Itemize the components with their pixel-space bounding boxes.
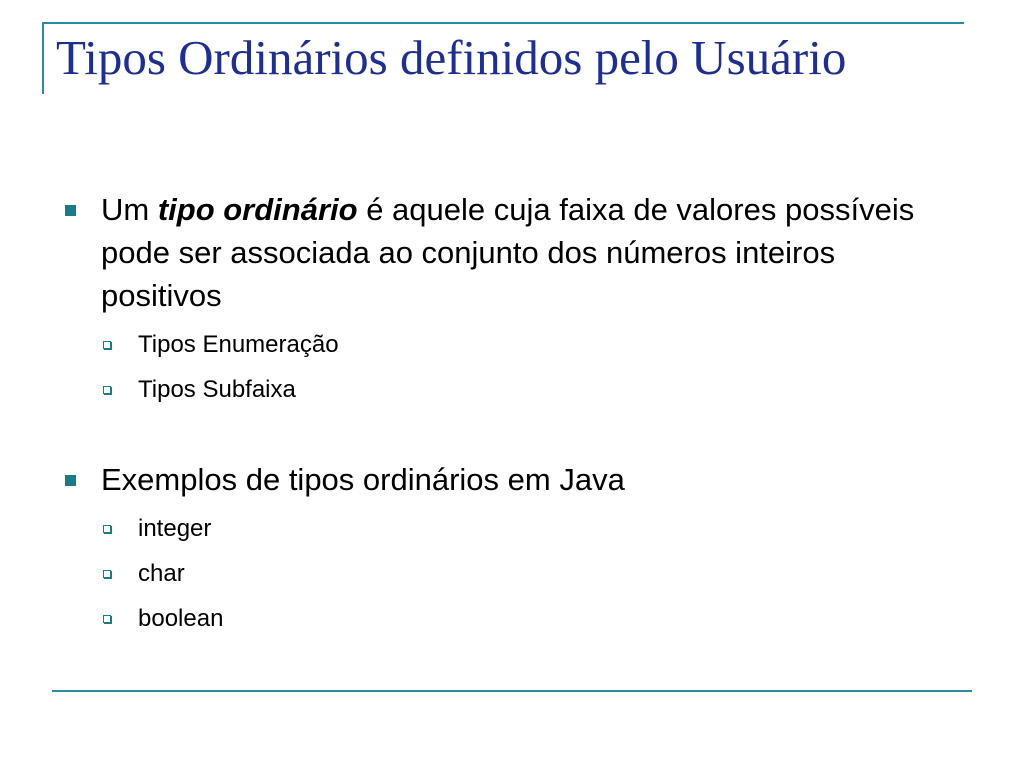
title-frame-left-line — [42, 22, 44, 94]
subitem-char — [60, 551, 960, 596]
bottom-divider-line — [52, 690, 972, 692]
subitem-label: Tipos Enumeração — [138, 331, 339, 358]
hollow-square-bullet-icon — [103, 615, 111, 623]
subitem-label: Tipos Subfaixa — [138, 376, 296, 403]
subitem-label: boolean — [138, 605, 224, 632]
bullet-text-emphasis: tipo ordinário — [157, 192, 358, 227]
subitem-tipos-enumeracao — [60, 322, 960, 367]
title-frame-top-line — [42, 22, 964, 24]
sublist-container — [60, 506, 960, 641]
sublist-examples — [60, 506, 960, 641]
subitem-label: integer — [138, 515, 212, 542]
subitem-label: char — [138, 560, 185, 587]
slide-title: Tipos Ordinários definidos pelo Usuário — [56, 30, 847, 85]
bullet-group-definition — [60, 188, 960, 412]
bullet-text: Exemplos de tipos ordinários em Java — [101, 462, 625, 497]
hollow-square-bullet-icon — [103, 525, 111, 533]
subitem-boolean — [60, 596, 960, 641]
bullet-group-examples — [60, 458, 960, 641]
bullet-text-prefix: Um — [101, 192, 158, 227]
subitem-tipos-subfaixa — [60, 367, 960, 412]
square-bullet-icon — [65, 205, 76, 216]
sublist-container — [60, 322, 960, 412]
hollow-square-bullet-icon — [103, 386, 111, 394]
square-bullet-icon — [65, 475, 76, 486]
slide-content — [60, 188, 960, 641]
hollow-square-bullet-icon — [103, 570, 111, 578]
bullet-item-examples — [60, 458, 960, 501]
bullet-item-definition — [60, 188, 960, 317]
bullet-text-suffix: é aquele cuja faixa de valores possíveis pode ser associada ao conjunto dos números inteiros positivos — [101, 192, 915, 313]
sublist-definition — [60, 322, 960, 412]
hollow-square-bullet-icon — [103, 341, 111, 349]
subitem-integer — [60, 506, 960, 551]
